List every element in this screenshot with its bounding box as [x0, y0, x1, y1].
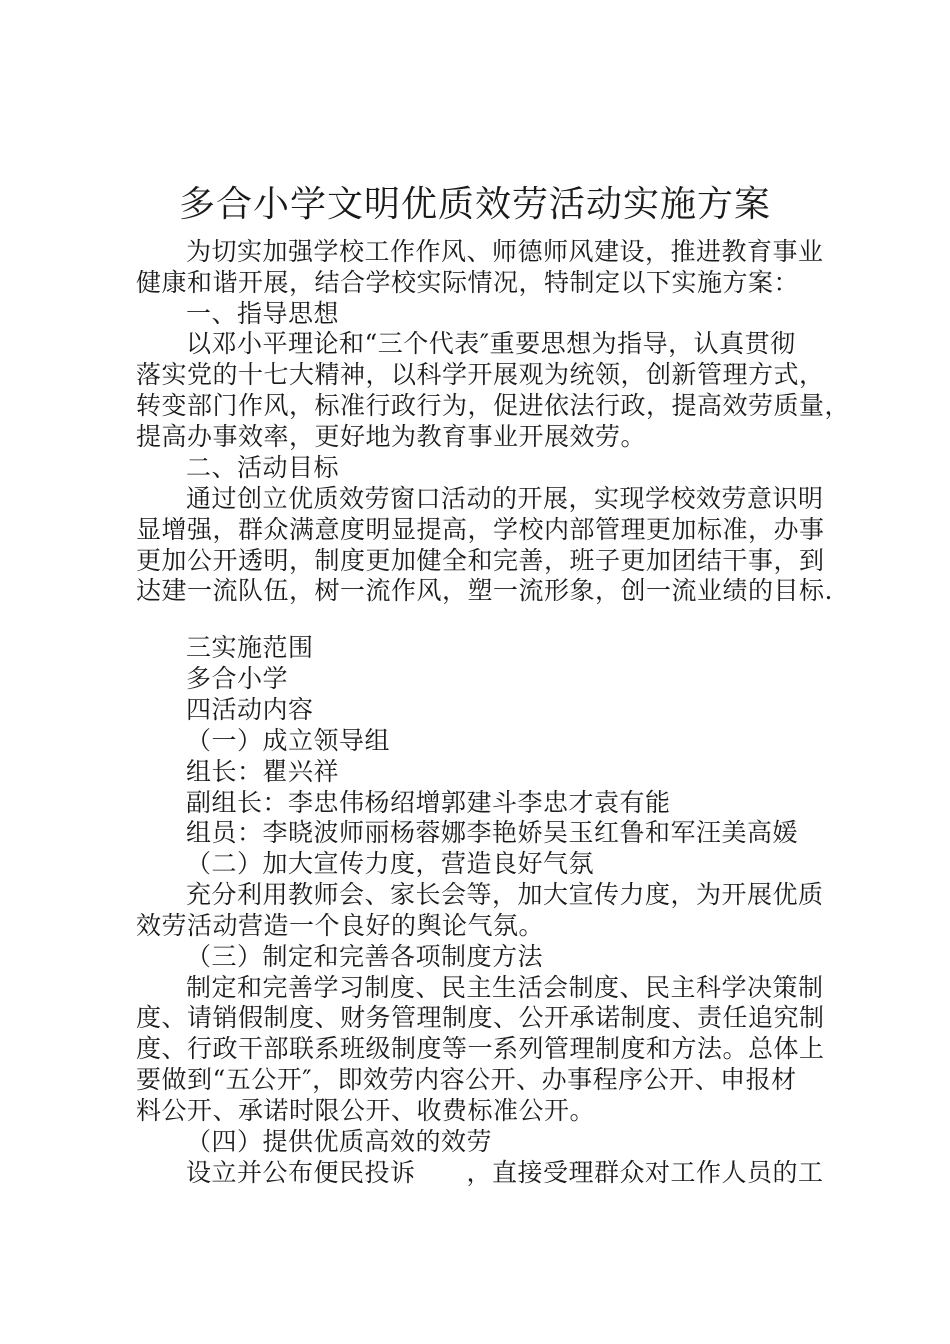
- paragraph-line: 健康和谐开展，结合学校实际情况，特制定以下实施方案：: [136, 268, 800, 297]
- paragraph-line: 要做到“五公开″，即效劳内容公开、办事程序公开、申报材: [136, 1065, 797, 1094]
- paragraph-line: 充分利用教师会、家长会等，加大宣传力度，为开展优质: [186, 880, 824, 909]
- paragraph-line: 副组长：李忠伟杨绍增郭建斗李忠才袁有能: [186, 788, 671, 817]
- paragraph-line: 以邓小平理论和“三个代表″重要思想为指导，认真贯彻: [186, 329, 796, 358]
- document-title: 多合小学文明优质效劳活动实施方案: [178, 184, 771, 225]
- paragraph-line: 制定和完善学习制度、民主生活会制度、民主科学决策制: [186, 973, 824, 1002]
- section-heading: 一、指导思想: [186, 299, 340, 328]
- paragraph-line: 提高办事效率，更好地为教育事业开展效劳。: [136, 422, 647, 451]
- paragraph-line: 通过创立优质效劳窗口活动的开展，实现学校效劳意识明: [186, 484, 824, 513]
- paragraph-line: 组长：瞿兴祥: [186, 757, 340, 786]
- paragraph-line: 组员：李晓波师丽杨蓉娜李艳娇吴玉红鲁和军汪美高媛: [186, 818, 799, 847]
- section-heading: 三实施范围: [186, 633, 314, 662]
- paragraph-line: 料公开、承诺时限公开、收费标准公开。: [136, 1096, 596, 1125]
- paragraph-line: 显增强，群众满意度明显提高，学校内部管理更加标准，办事: [136, 515, 825, 544]
- paragraph-line: 为切实加强学校工作作风、师德师风建设，推进教育事业: [186, 237, 824, 266]
- paragraph-line: 效劳活动营造一个良好的舆论气氛。: [136, 911, 545, 940]
- paragraph-line: 多合小学: [186, 664, 289, 693]
- section-heading: 四活动内容: [186, 695, 314, 724]
- paragraph-line: 设立并公布便民投诉 ，直接受理群众对工作人员的工: [186, 1158, 824, 1187]
- section-heading: 二、活动目标: [186, 453, 340, 482]
- paragraph-line: 更加公开透明，制度更加健全和完善，班子更加团结干事，到: [136, 546, 825, 575]
- subsection-heading: （二）加大宣传力度，营造良好气氛: [186, 849, 595, 878]
- subsection-heading: （一）成立领导组: [186, 726, 391, 755]
- paragraph-line: 转变部门作风，标准行政行为，促进依法行政，提高效劳质量，: [136, 391, 851, 420]
- subsection-heading: （三）制定和完善各项制度方法: [186, 942, 544, 971]
- paragraph-line: 度、行政干部联系班级制度等一系列管理制度和方法。总体上: [136, 1034, 825, 1063]
- paragraph-line: 度、请销假制度、财务管理制度、公开承诺制度、责任追究制: [136, 1003, 825, 1032]
- paragraph-line: 达建一流队伍，树一流作风，塑一流形象，创一流业绩的目标.: [136, 576, 833, 605]
- subsection-heading: （四）提供优质高效的效劳: [186, 1127, 493, 1156]
- paragraph-line: 落实党的十七大精神，以科学开展观为统领，创新管理方式，: [136, 360, 825, 389]
